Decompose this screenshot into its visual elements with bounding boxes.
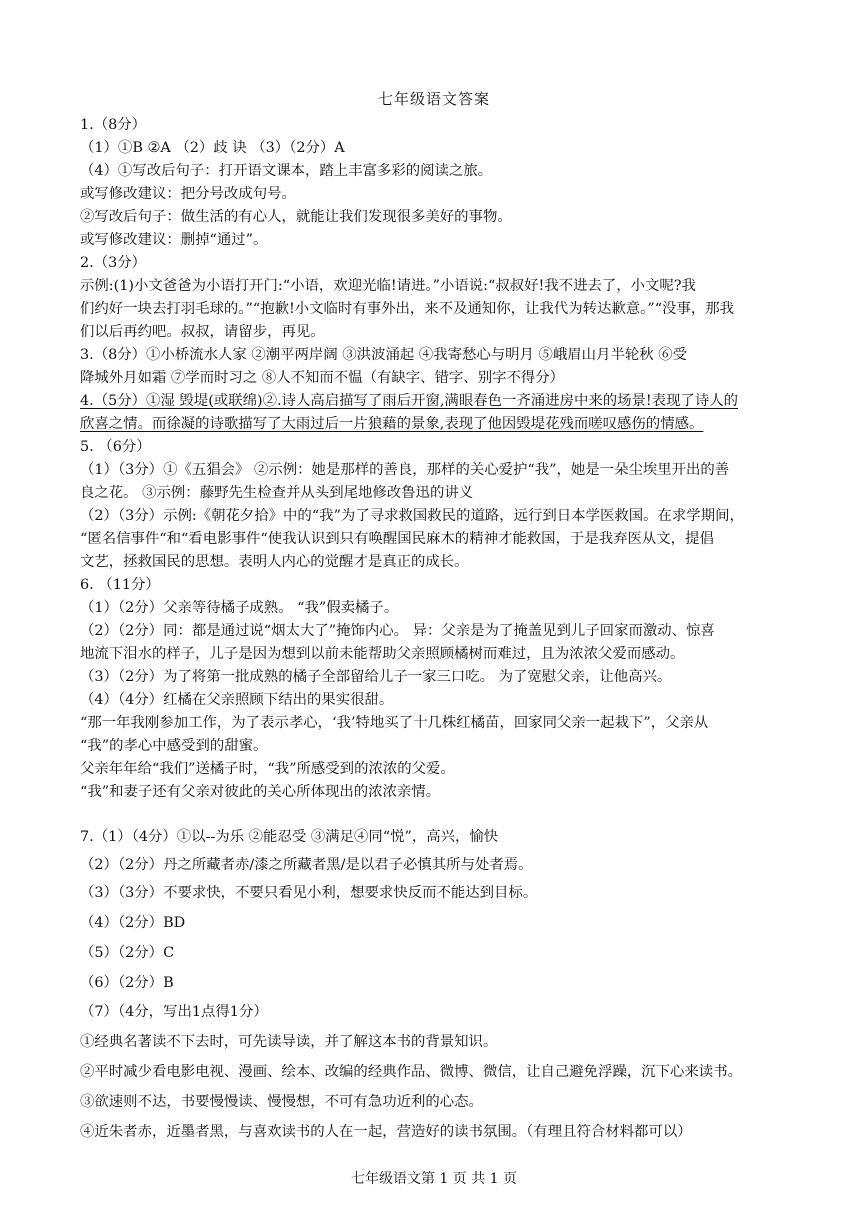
answer-7-line: ②平时减少看电影电视、漫画、绘本、改编的经典作品、微博、微信，让自己避免浮躁，沉下心来读书。 xyxy=(80,1064,742,1080)
answer-7-line: ①经典名著读不下去时，可先读导读，并了解这本书的背景知识。 xyxy=(80,1034,498,1050)
answer-7-line: ③欲速则不达，书要慢慢读、慢慢想，不可有急功近利的心态。 xyxy=(80,1094,483,1110)
answer-1-line: 或写修改建议：删掉“通过”。 xyxy=(80,232,268,248)
answer-6-line: “那一年我刚参加工作，为了表示孝心，‘我’特地买了十几株红橘苗，回家同父亲一起栽下”，父亲从 xyxy=(80,715,709,731)
answer-5-line: （2）（3分）示例:《朝花夕拾》中的“我”为了寻求救国救民的道路，远行到日本学医救国。在求学期间， xyxy=(80,508,744,524)
answer-6-line: （3）（2分）为了将第一批成熟的橘子全部留给儿子一家三口吃。 为了宽慰父亲，让他高兴。 xyxy=(80,669,672,685)
answer-6-line: 父亲年年给“我们”送橘子时，“我”所感受到的浓浓的父爱。 xyxy=(80,761,455,777)
answer-6-line: （2）（2分）同：都是通过说“烟太大了”掩饰内心。 异：父亲是为了掩盖见到儿子回家而激动、惊喜 xyxy=(80,623,715,639)
answer-6-line: （4）（4分）红橘在父亲照顾下结出的果实很甜。 xyxy=(80,692,394,708)
question-6-heading: 6. （11分） xyxy=(80,577,160,593)
page-title: 七年级语文答案 xyxy=(377,90,490,108)
question-5-heading: 5. （6分） xyxy=(80,439,151,455)
answer-1-line: ②写改后句子：做生活的有心人，就能让我们发现很多美好的事物。 xyxy=(80,209,512,225)
answer-5-line: （1）（3分）①《五猖会》 ②示例：她是那样的善良，那样的关心爱护“我”，她是一朵尘埃里开出的善 xyxy=(80,462,730,478)
answer-5-line: 文艺，拯救国民的思想。表明人内心的觉醒才是真正的成长。 xyxy=(80,554,469,570)
answer-6-line: （1）（2分）父亲等待橘子成熟。 “我”假卖橘子。 xyxy=(80,600,399,616)
answer-6-line: 地流下泪水的样子，儿子是因为想到以前未能帮助父亲照顾橘树而难过，且为浓浓父爱而感动。 xyxy=(80,646,685,662)
answer-2-line: 们以后再约吧。叔叔，请留步，再见。 xyxy=(80,324,325,340)
answer-4-line: 欣喜之情。而徐凝的诗歌描写了大雨过后一片狼藉的景象,表现了他因毁堤花残而嗟叹感伤的情感。 xyxy=(80,416,704,432)
answer-2-line: 示例:(1)小文爸爸为小语打开门:“小语，欢迎光临!请进。”小语说:“叔叔好!我不进去了，小文呢?我 xyxy=(80,278,696,294)
question-2-heading: 2.（3分） xyxy=(80,255,147,271)
question-1-heading: 1.（8分） xyxy=(80,117,147,133)
answer-5-line: “匿名信事件“和“看电影事件“使我认识到只有唤醒国民麻木的精神才能救国，于是我弃医从文，提倡 xyxy=(80,531,714,547)
answer-1-line: （4）①写改后句子：打开语文课本，踏上丰富多彩的阅读之旅。 xyxy=(80,163,493,179)
answer-1-line: 或写修改建议：把分号改成句号。 xyxy=(80,186,296,202)
answer-1-line: （1）①B ②A （2）歧 诀 （3）（2分）A xyxy=(80,140,345,156)
answer-7-line: （6）（2分）B xyxy=(80,975,174,991)
answer-3-line: 降城外月如霜 ⑦学而时习之 ⑧人不知而不愠（有缺字、错字、别字不得分） xyxy=(80,370,565,386)
answer-5-line: 良之花。 ③示例：藤野先生检查并从头到尾地修改鲁迅的讲义 xyxy=(80,485,474,501)
answer-7-line: 7.（1）（4分）①以--为乐 ②能忍受 ③满足④同“悦”，高兴，愉快 xyxy=(80,829,499,845)
answer-7-line: （5）（2分）C xyxy=(80,945,175,961)
answer-7-line: （4）（2分）BD xyxy=(80,915,186,931)
answer-2-line: 们约好一块去打羽毛球的。”“抱歉!小文临时有事外出，来不及通知你，让我代为转达歉意。”“没事，那我 xyxy=(80,301,735,317)
answer-7-line: ④近朱者赤，近墨者黑，与喜欢读书的人在一起，营造好的读书氛围。（有理且符合材料都可以） xyxy=(80,1124,692,1140)
answer-3-line: 3.（8分）①小桥流水人家 ②潮平两岸阔 ③洪波涌起 ④我寄愁心与明月 ⑤峨眉山月半轮秋 ⑥受 xyxy=(80,347,687,363)
answer-4-line: 4.（5分）①湿 毁堤(或联绵)②.诗人高启描写了雨后开窗,满眼春色一齐涌进房中来的场景!表现了诗人的 xyxy=(80,393,739,409)
answer-7-line: （7）（4分，写出1点得1分） xyxy=(80,1004,268,1020)
answer-7-line: （2）（2分）丹之所藏者赤/漆之所藏者黑/是以君子必慎其所与处者焉。 xyxy=(80,857,533,873)
answer-6-line: “我”和妻子还有父亲对彼此的关心所体现出的浓浓亲情。 xyxy=(80,784,441,800)
answer-6-line: “我”的孝心中感受到的甜蜜。 xyxy=(80,738,268,754)
answer-7-line: （3）（3分）不要求快，不要只看见小利，想要求快反而不能达到目标。 xyxy=(80,885,538,901)
page-footer: 七年级语文第 1 页 共 1 页 xyxy=(350,1171,518,1187)
